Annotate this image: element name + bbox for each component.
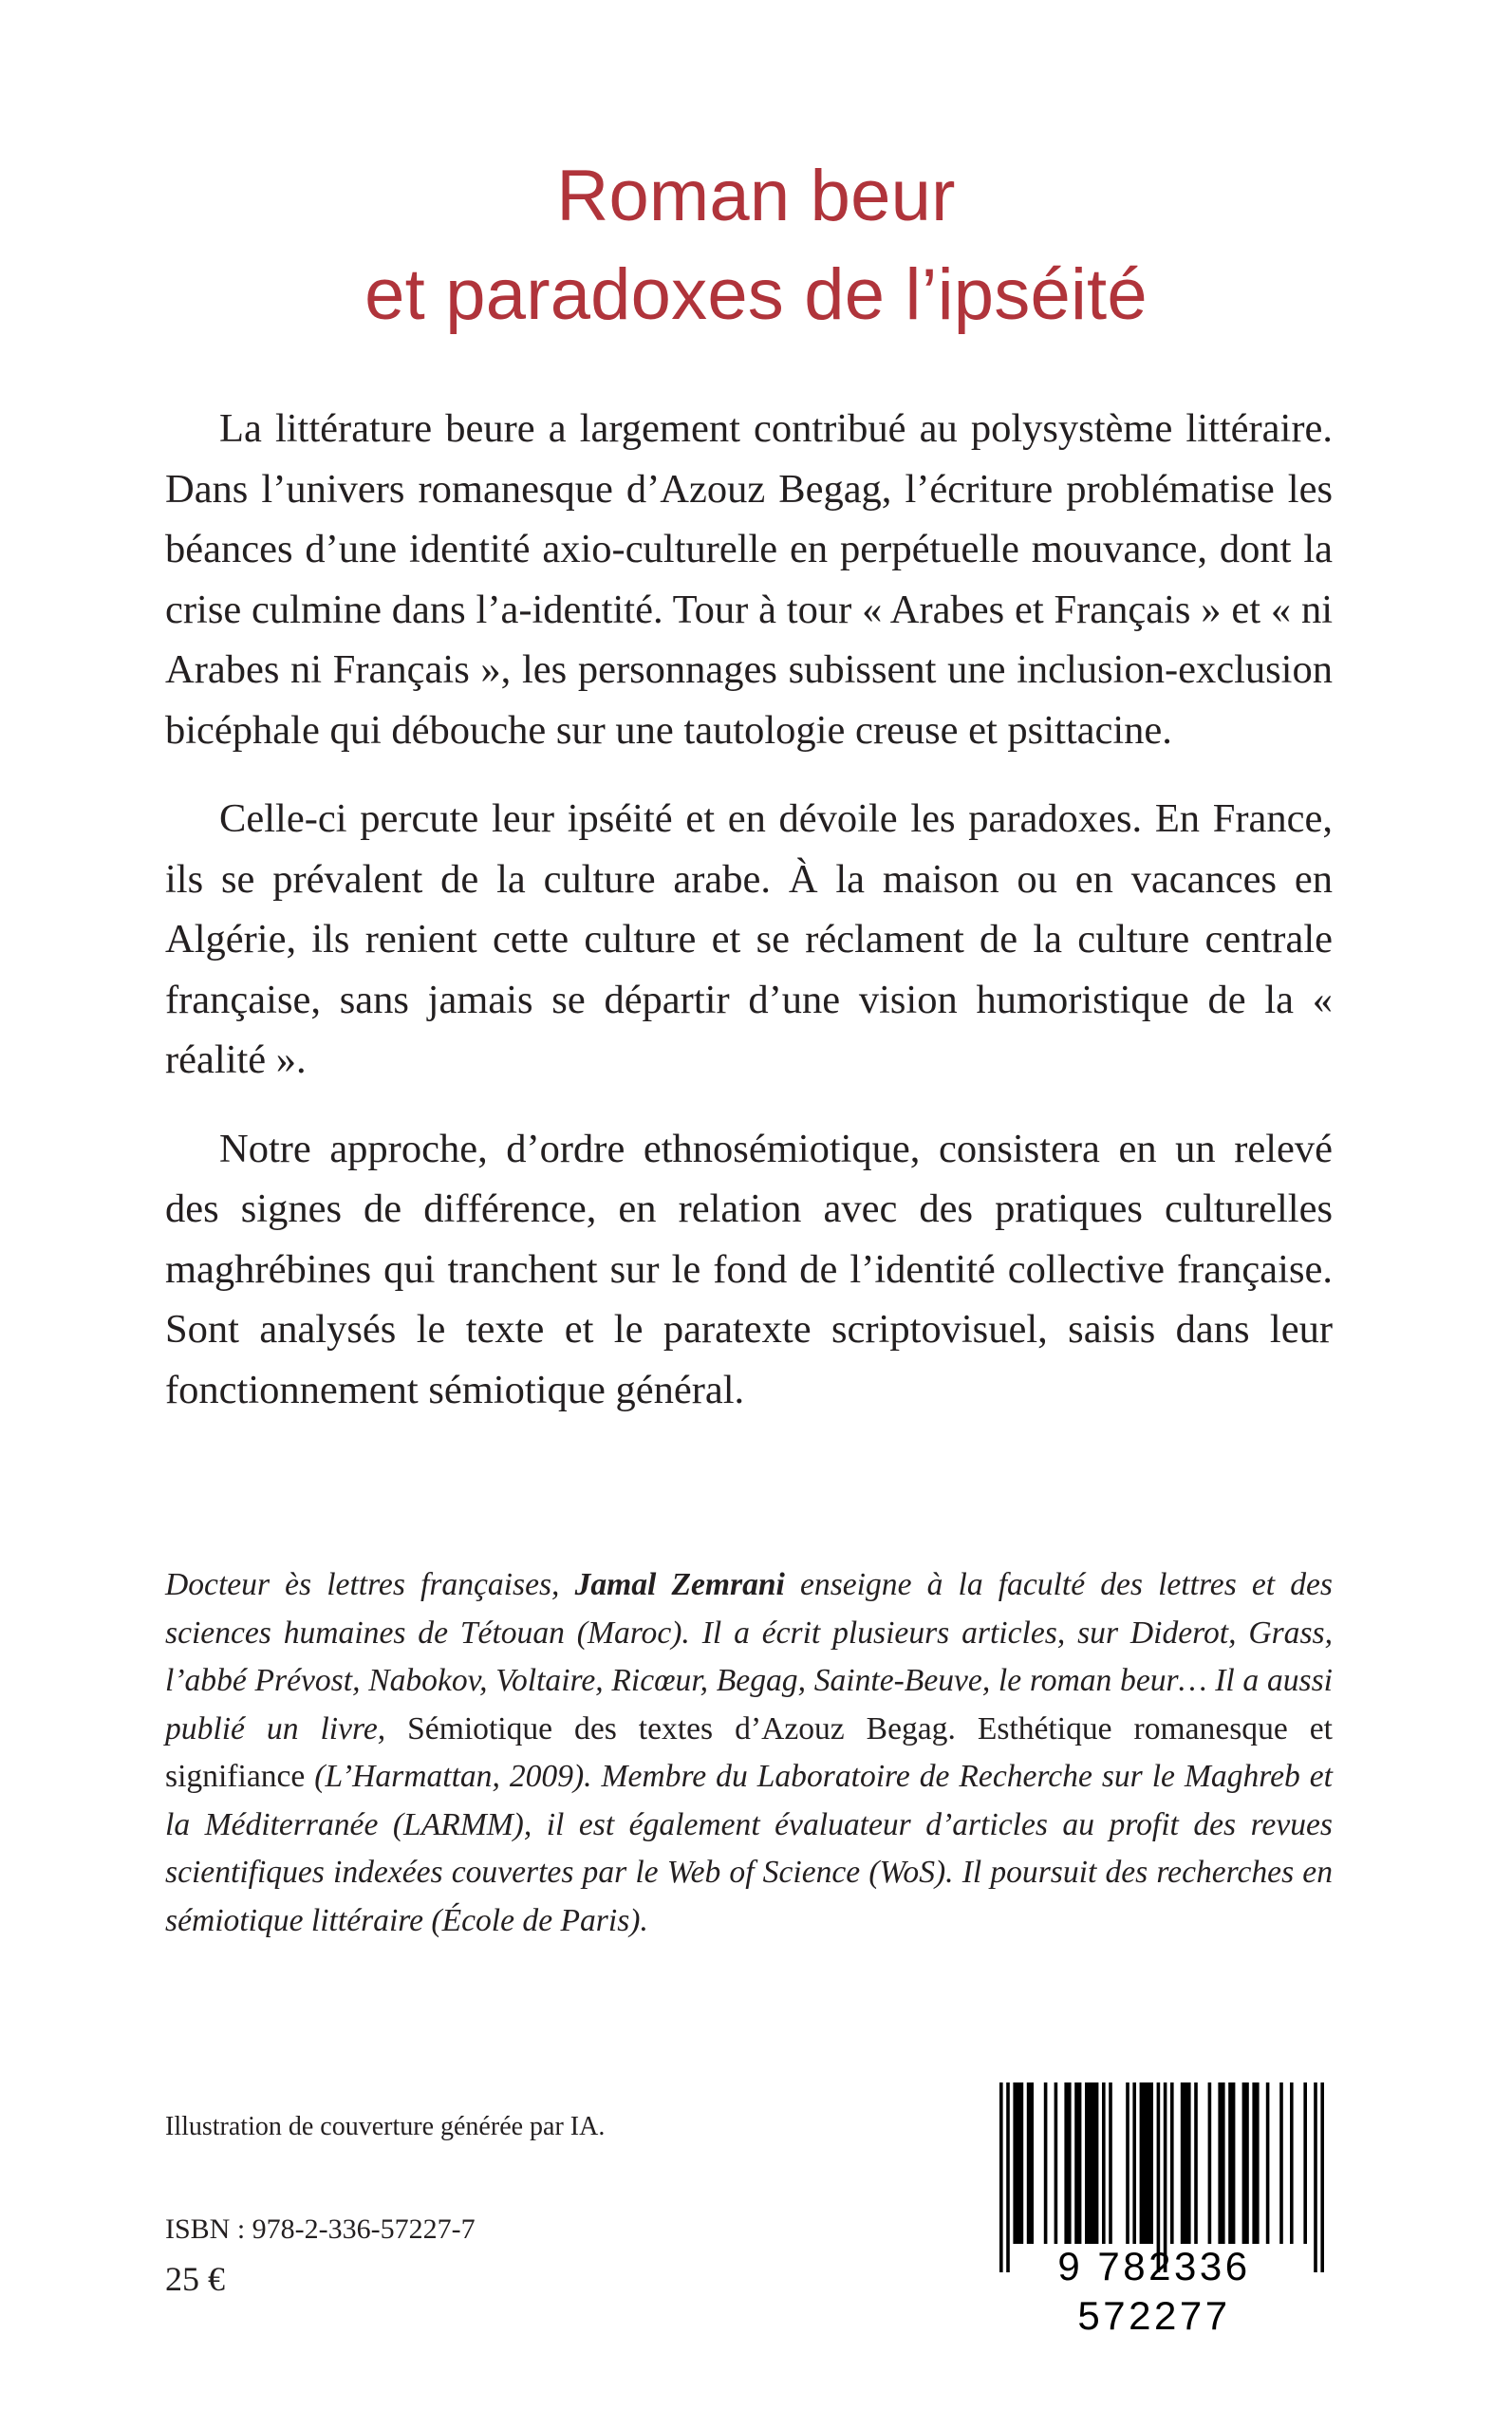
summary-paragraph-2: Celle-ci percute leur ipséité et en dévoile les paradoxes. En France, ils se prévalent de la culture arabe. À la maison ou en vacances en Algérie, ils renient cette culture et se réclament de la culture centrale française, sans jamais se départir d’une vision humoristique de la « réalité ».: [165, 796, 1333, 1082]
summary-text: [165, 399, 1333, 1448]
barcode-bar-13: [1140, 2082, 1153, 2244]
barcode-bar-7: [1074, 2082, 1081, 2244]
barcode-bar-20: [1218, 2082, 1224, 2244]
barcode-bar-8: [1085, 2082, 1098, 2244]
barcode-bar-23: [1252, 2082, 1259, 2244]
author-name: Jamal Zemrani: [574, 1567, 785, 1602]
barcode-bar-27: [1303, 2082, 1307, 2244]
author-bio-intro: Docteur ès lettres françaises,: [165, 1567, 575, 1602]
barcode-bar-25: [1279, 2082, 1283, 2244]
barcode-bar-2: [1013, 2082, 1023, 2244]
barcode-bar-26: [1290, 2082, 1294, 2244]
barcode-bar-5: [1055, 2082, 1058, 2244]
barcode-bar-4: [1044, 2082, 1048, 2244]
summary-paragraph-3: Notre approche, d’ordre ethnosémiotique, consistera en un relevé des signes de différence, en relation avec des pratiques culturelles maghrébines qui tranchent sur le fond de l’identité collective française. Sont analysés le texte et le paratexte scriptovisuel, saisis dans leur fonctionnement sémiotique général.: [165, 1126, 1333, 1412]
book-title-line-2: et paradoxes de l’ipséité: [364, 254, 1148, 335]
barcode-bar-11: [1126, 2082, 1129, 2244]
barcode-bar-22: [1242, 2082, 1249, 2244]
barcode-bar-21: [1228, 2082, 1235, 2244]
barcode-bar-6: [1064, 2082, 1071, 2244]
barcode-bar-18: [1194, 2082, 1198, 2244]
price-label: 25 €: [165, 2260, 225, 2298]
illustration-credit: Illustration de couverture générée par IA.: [165, 2112, 606, 2141]
barcode-bar-19: [1208, 2082, 1212, 2244]
book-title: [0, 147, 1512, 345]
isbn-label: ISBN : 978-2-336-57227-7: [165, 2213, 476, 2245]
barcode-bar-3: [1027, 2082, 1034, 2244]
isbn-barcode: [978, 2081, 1331, 2338]
barcode-bar-10: [1109, 2082, 1112, 2244]
author-book-title: Sémiotique des textes d’Azouz Begag. Esthétique romanesque et signifiance: [165, 1710, 1333, 1794]
barcode-digits: 9 782336 572277: [1057, 2244, 1251, 2338]
author-bio-affiliations: (L’Harmattan, 2009). Membre du Laboratoire de Recherche sur le Maghreb et la Méditerranée (LARMM), il est également évaluateur d’articles au profit des revues scientifiques indexées couvertes par le Web of Science (WoS). Il poursuit des recherches en sémiotique littéraire (École de Paris).: [165, 1759, 1333, 1938]
summary-paragraph-1: La littérature beure a largement contribué au polysystème littéraire. Dans l’univers romanesque d’Azouz Begag, l’écriture problématise les béances d’une identité axio-culturelle en perpétuelle mouvance, dont la crise culmine dans l’a-identité. Tour à tour « Arabes et Français » et « ni Arabes ni Français », les personnages subissent une inclusion-exclusion bicéphale qui débouche sur une tautologie creuse et psittacine.: [165, 406, 1333, 753]
barcode-bar-9: [1102, 2082, 1106, 2244]
author-bio-career: enseigne à la faculté des lettres et des sciences humaines de Tétouan (Maroc). Il a écrit plusieurs articles, sur Diderot, Grass, l’abbé Prévost, Nabokov, Voltaire, Ricœur, Begag, Sainte-Beuve, le roman beur… Il a aussi publié un livre,: [165, 1567, 1333, 1746]
barcode-bar-17: [1181, 2082, 1191, 2244]
barcode-bar-16: [1170, 2082, 1174, 2244]
barcode-bar-24: [1266, 2082, 1270, 2244]
book-title-line-1: Roman beur: [556, 156, 956, 236]
barcode-bar-12: [1132, 2082, 1136, 2244]
author-bio: [165, 1561, 1333, 1945]
